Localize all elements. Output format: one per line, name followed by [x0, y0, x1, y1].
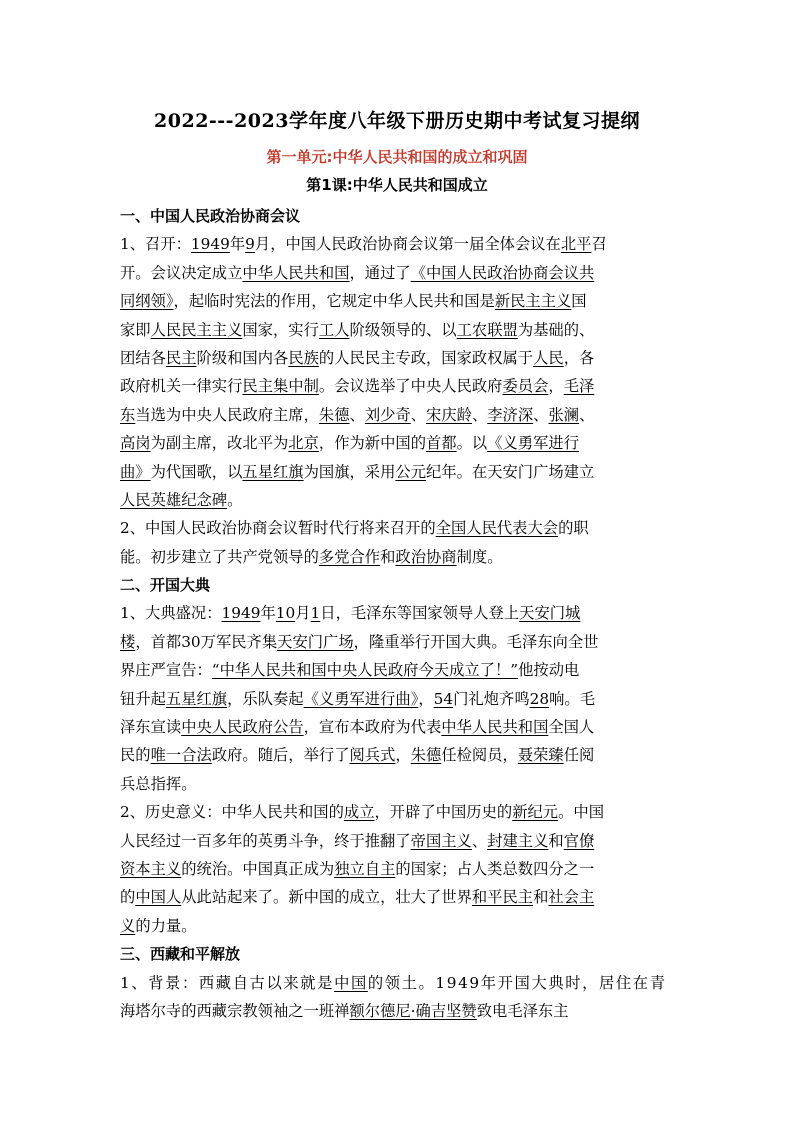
text-run: 月，中国人民政治协商会议第一届全体会议在	[254, 235, 561, 254]
underlined-term: 民主	[165, 348, 197, 367]
underlined-term: 1	[310, 604, 321, 623]
section-heading	[120, 940, 665, 968]
line-content	[120, 514, 589, 542]
text-line	[120, 685, 665, 713]
text-line	[120, 599, 665, 627]
text-run: 门礼炮齐鸣	[453, 689, 530, 708]
text-run: 国家，实行	[242, 320, 319, 339]
underlined-term: 中央人民政府公告	[181, 718, 304, 737]
underlined-term: 民主集中制	[242, 377, 319, 396]
underlined-term: 刘少奇	[364, 405, 411, 424]
underlined-term: “中华人民共和国中央人民政府今天成立了！”	[211, 661, 519, 680]
text-line	[120, 316, 665, 344]
underlined-term: 全国人民代表大会	[435, 519, 559, 538]
line-content	[120, 969, 667, 997]
text-run: ，乐队奏起	[227, 689, 304, 708]
text-run: 的力量。	[135, 916, 197, 935]
underlined-term: 曲》	[120, 462, 151, 481]
underlined-term: 唯一合法	[150, 746, 212, 765]
underlined-term: 朱德	[318, 405, 350, 424]
text-line	[120, 429, 665, 457]
underlined-term: 新民主主义	[494, 292, 572, 311]
text-line	[120, 458, 665, 486]
underlined-term: 北京	[288, 434, 319, 453]
underlined-term: 额尔德尼·确吉坚赞	[349, 1001, 477, 1020]
line-content	[120, 713, 594, 741]
text-run: 。以	[456, 434, 488, 453]
text-run: 1、背景：西藏自古以来就是	[120, 973, 335, 992]
underlined-term: 54	[433, 689, 454, 708]
underlined-term: 多党合作	[318, 547, 381, 566]
underlined-term: 楼	[120, 632, 136, 651]
text-run: 三、西藏和平解放	[120, 945, 241, 964]
text-line	[120, 827, 665, 855]
underlined-term: 工农联盟	[456, 320, 518, 339]
text-line	[120, 656, 665, 684]
text-run: 从此站起来了。新中国的成立，壮大了世界	[181, 888, 472, 907]
underlined-term: 1949	[221, 604, 261, 623]
text-run: 兵总指挥。	[120, 774, 197, 793]
document-body	[120, 202, 665, 1025]
text-line	[120, 401, 665, 429]
text-run: 的人民民主专政，国家政权属于	[318, 348, 534, 367]
text-line	[120, 344, 665, 372]
underlined-term: 中国	[334, 973, 368, 992]
line-content	[120, 372, 594, 400]
text-run: 和	[533, 888, 549, 907]
underlined-term: 天安门城	[519, 604, 581, 623]
text-run: 、	[349, 405, 365, 424]
text-line	[120, 997, 665, 1025]
text-run: 一、中国人民政治协商会议	[120, 207, 301, 225]
text-run: 的国家；占人类总数四分之一	[395, 859, 595, 878]
line-content	[120, 486, 242, 514]
line-content	[120, 287, 587, 315]
unit-heading: 第一单元:中华人民共和国的成立和巩固	[266, 148, 528, 166]
underlined-term: 社会主	[548, 888, 595, 907]
text-run: 为国旗，采用	[303, 462, 396, 481]
text-run: 2、历史意义：中华人民共和国的	[120, 803, 344, 822]
underlined-term: 阅兵式	[349, 746, 396, 765]
underlined-term: 成立	[343, 803, 375, 822]
text-run: 和	[380, 547, 396, 566]
underlined-term: 李济深	[487, 405, 534, 424]
text-run: ，起临时宪法的作用，它规定中华人民共和国是	[173, 292, 495, 311]
text-run: 召	[591, 235, 607, 254]
text-line	[120, 543, 665, 571]
underlined-term: 9	[245, 235, 255, 254]
text-run: 钮升起	[120, 689, 166, 708]
line-content	[120, 883, 594, 911]
text-line	[120, 372, 665, 400]
text-run: 他按动电	[518, 661, 580, 680]
line-content	[120, 770, 197, 798]
line-content	[120, 599, 580, 627]
text-run: 人民经过一百多年的英勇斗争，终于推翻了	[120, 831, 411, 850]
line-content	[120, 855, 594, 883]
text-run: 当选为中央人民政府主席，	[135, 405, 319, 424]
document-title: 2022---2023学年度八年级下册历史期中考试复习提纲	[154, 110, 640, 132]
underlined-term: 聂荣臻	[517, 746, 564, 765]
text-line	[120, 259, 665, 287]
line-content	[120, 344, 594, 372]
underlined-term: 资本主义	[120, 859, 182, 878]
text-run: 纪年。在天安门广场建立	[426, 462, 595, 481]
text-run: 的领土。1949年开国大典时，居住在青	[367, 973, 667, 992]
underlined-term: 人民	[533, 348, 564, 367]
underlined-term: 封建主义	[487, 831, 549, 850]
line-content	[120, 316, 594, 344]
underlined-term: 工人	[318, 320, 350, 339]
underlined-term: 五星红旗	[165, 689, 228, 708]
underlined-term: 官僚	[563, 831, 595, 850]
underlined-term: 朱德	[410, 746, 442, 765]
text-line	[120, 770, 665, 798]
text-run: ，各	[563, 348, 595, 367]
text-run: 、	[410, 405, 427, 424]
text-run: ，	[395, 746, 411, 765]
text-run: 、	[533, 405, 549, 424]
text-run: 致电毛泽东主	[476, 1001, 569, 1020]
text-run: 界庄严宣告：	[120, 661, 212, 680]
line-content	[120, 997, 569, 1025]
line-content	[120, 259, 594, 287]
text-run: 响。毛	[549, 689, 595, 708]
underlined-term: 首都	[426, 434, 457, 453]
underlined-term: 中华人民共和国	[242, 263, 350, 282]
underlined-term: 同纲领》	[120, 292, 174, 311]
text-line	[120, 713, 665, 741]
text-line	[120, 287, 665, 315]
text-run: 2、中国人民政治协商会议暂时代行将来召开的	[120, 519, 436, 538]
underlined-term: 毛泽	[563, 377, 595, 396]
underlined-term: 和平民主	[471, 888, 534, 907]
text-run: 阶级领导的、以	[349, 320, 457, 339]
text-run: 、	[471, 405, 488, 424]
underlined-term: 公元	[395, 462, 427, 481]
text-run: 能。初步建立了共产党领导的	[120, 547, 319, 566]
text-run: 家即	[120, 320, 151, 339]
underlined-term: 北平	[560, 235, 592, 254]
line-content	[120, 940, 240, 968]
line-content	[120, 628, 598, 656]
underlined-term: 独立自主	[334, 859, 396, 878]
text-line	[120, 230, 665, 258]
line-content	[120, 798, 604, 826]
underlined-term: 《义勇军进行曲》	[303, 689, 419, 708]
text-run: 团结各	[120, 348, 166, 367]
text-run: ，	[548, 377, 564, 396]
text-run: 开。会议决定成立	[120, 263, 243, 282]
section-heading	[120, 571, 665, 599]
text-run: 年	[229, 235, 246, 254]
text-run: ，通过了	[349, 263, 411, 282]
line-content	[120, 230, 607, 258]
section-heading	[120, 202, 665, 230]
text-line	[120, 969, 665, 997]
text-line	[120, 514, 665, 542]
text-run: 年	[260, 604, 276, 623]
line-content	[120, 458, 594, 486]
text-run: 。	[227, 490, 243, 509]
underlined-term: 高岗	[120, 434, 151, 453]
underlined-term: 《义勇军进行	[487, 434, 580, 453]
underlined-term: 五星红旗	[242, 462, 304, 481]
underlined-term: 东	[120, 405, 136, 424]
text-run: 国	[571, 292, 587, 311]
underlined-term: 中国人	[135, 888, 182, 907]
underlined-term: 天安门广场	[277, 632, 354, 651]
text-run: 任阅	[563, 746, 595, 765]
line-content	[120, 202, 300, 230]
underlined-term: 1949	[190, 235, 230, 254]
line-content	[120, 827, 594, 855]
text-run: 全国人	[548, 718, 595, 737]
underlined-term: 《中国人民政治协商会议共	[410, 263, 595, 282]
text-run: 制度。	[456, 547, 503, 566]
text-run: ，首都30万军民齐集	[135, 632, 278, 651]
text-run: 为代国歌，以	[150, 462, 243, 481]
text-line	[120, 486, 665, 514]
text-run: 、	[471, 831, 488, 850]
text-run: ，隆重举行开国大典。毛泽东向全世	[353, 632, 599, 651]
underlined-term: 人民民主主义	[150, 320, 243, 339]
underlined-term: 政治协商	[395, 547, 457, 566]
text-run: 为副主席，改北平为	[150, 434, 289, 453]
underlined-term: 人民英雄纪念碑	[120, 490, 228, 509]
text-run: 。中国	[558, 803, 604, 822]
line-content	[120, 912, 197, 940]
text-run: 的统治。中国真正成为	[181, 859, 335, 878]
text-run: 1、大典盛况：	[120, 604, 222, 623]
underlined-term: 帝国主义	[410, 831, 472, 850]
underlined-term: 委员会	[502, 377, 549, 396]
line-content	[120, 401, 594, 429]
line-content	[120, 429, 579, 457]
text-run: 的职	[558, 519, 589, 538]
text-line	[120, 798, 665, 826]
text-line	[120, 628, 665, 656]
text-run: 政府机关一律实行	[120, 377, 243, 396]
text-line	[120, 912, 665, 940]
line-content	[120, 656, 579, 684]
line-content	[120, 741, 594, 769]
underlined-term: 张澜	[548, 405, 580, 424]
text-line	[120, 855, 665, 883]
underlined-term: 民族	[288, 348, 319, 367]
text-run: 日，毛泽东等国家领导人登上	[320, 604, 520, 623]
text-run: ，宣布本政府为代表	[303, 718, 442, 737]
underlined-term: 义	[120, 916, 136, 935]
text-run: 为基础的、	[517, 320, 595, 339]
text-run: 二、开国大典	[120, 576, 211, 595]
underlined-term: 新纪元	[512, 803, 559, 822]
line-content	[120, 571, 210, 599]
text-run: 民的	[120, 746, 151, 765]
text-line	[120, 741, 665, 769]
lesson-heading: 第1课:中华人民共和国成立	[306, 176, 488, 194]
text-run: 、	[579, 405, 595, 424]
text-run: 海塔尔寺的西藏宗教领袖之一班禅	[120, 1001, 350, 1020]
text-run: 的	[120, 888, 136, 907]
text-run: ，	[418, 689, 434, 708]
text-run: 泽东宣读	[120, 718, 182, 737]
underlined-term: 28	[529, 689, 550, 708]
text-run: 阶级和国内各	[196, 348, 289, 367]
underlined-term: 中华人民共和国	[441, 718, 549, 737]
underlined-term: 宋庆龄	[426, 405, 472, 424]
text-run: 1、召开：	[120, 235, 191, 254]
underlined-term: 10	[275, 604, 296, 623]
text-run: ，作为新中国的	[318, 434, 426, 453]
text-line	[120, 883, 665, 911]
text-run: 政府。随后，举行了	[211, 746, 350, 765]
text-run: ，开辟了中国历史的	[374, 803, 513, 822]
text-run: 。会议选举了中央人民政府	[318, 377, 503, 396]
text-run: 和	[548, 831, 564, 850]
text-run: 任检阅员，	[441, 746, 518, 765]
line-content	[120, 685, 595, 713]
text-run: 月	[295, 604, 311, 623]
line-content	[120, 543, 503, 571]
